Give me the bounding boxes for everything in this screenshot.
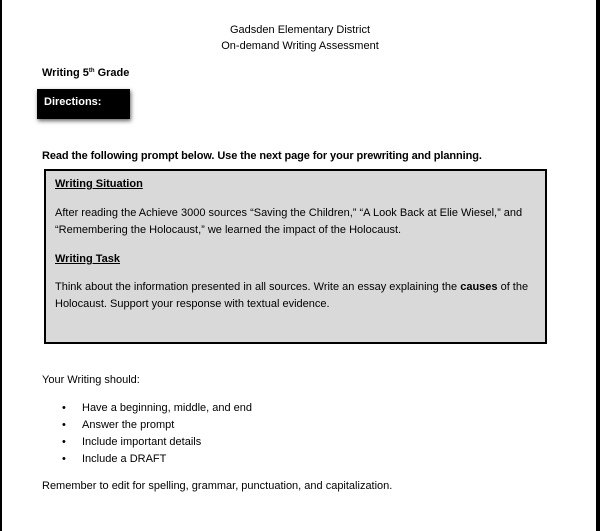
list-item: • Answer the prompt [62,417,252,434]
list-item: • Have a beginning, middle, and end [62,400,252,417]
task-text-emphasis: causes [460,281,498,293]
writing-situation-heading: Writing Situation [55,178,143,190]
page-right-edge [596,0,600,531]
edit-reminder: Remember to edit for spelling, grammar, punctuation, and capitalization. [42,480,393,492]
writing-situation-text: After reading the Achieve 3000 sources “Saving the Children,” “A Look Back at Elie Wiesel,” and “Remembering the Holocaust,” we learned the impact of the Holocaust. [55,207,523,236]
grade-prefix: Writing 5 [42,67,89,79]
writing-should-label: Your Writing should: [42,374,140,386]
writing-task-heading: Writing Task [55,253,120,265]
directions-label: Directions: [37,89,130,119]
assessment-title: On-demand Writing Assessment [221,40,379,52]
prompt-box [44,169,547,344]
list-item: • Include a DRAFT [62,451,252,468]
writing-checklist [62,400,252,468]
task-text-after: of the Holocaust. Support your response with textual evidence. [55,281,529,310]
grade-rest: Grade [94,67,130,79]
writing-task-text [55,279,535,313]
district-name: Gadsden Elementary District [230,24,370,36]
prompt-intro: Read the following prompt below. Use the next page for your prewriting and planning. [42,150,482,162]
grade-ordinal: th [88,68,95,74]
task-text-before: Think about the information presented in all sources. Write an essay explaining the [55,281,461,293]
grade-heading [42,67,129,79]
page-left-edge [0,0,2,531]
list-item: • Include important details [62,434,252,451]
